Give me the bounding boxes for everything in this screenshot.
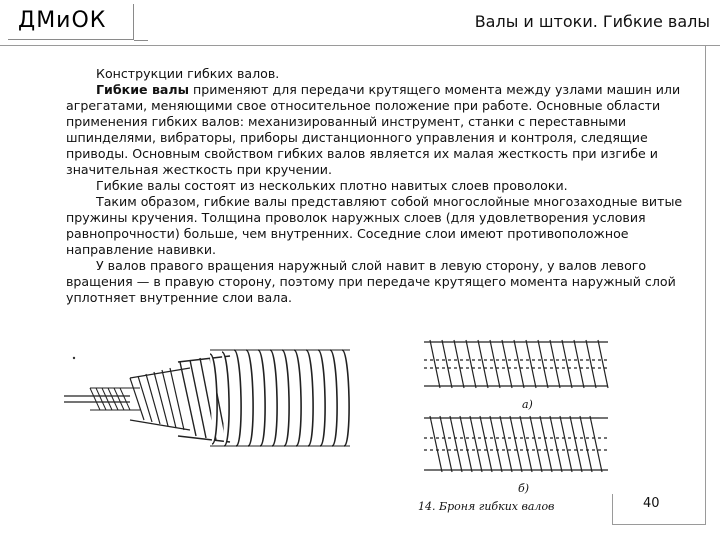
paragraph-2: Гибкие валы состоят из нескольких плотно навитых слоев проволоки. xyxy=(96,178,568,193)
top-rule xyxy=(0,45,720,46)
slide-title: Валы и штоки. Гибкие валы xyxy=(474,12,710,31)
figure-label-b: б) xyxy=(518,482,530,495)
flexible-shaft-layers-figure xyxy=(60,340,360,450)
slide-header xyxy=(0,0,720,50)
paragraph-3: Таким образом, гибкие валы представляют собой многослойные многозаходные витые пружины кручения. Толщина проволок наружных слоев (для удовлетворения условия равнопрочности) больше, чем внутренних. Соседние слои имеют противоположное направление навивки. xyxy=(66,194,683,257)
header-divider xyxy=(134,40,148,41)
figure-label-a: а) xyxy=(522,398,533,411)
term-flexible-shafts: Гибкие валы xyxy=(96,82,190,97)
paragraph-1-text: применяют для передачи крутящего момента между узлами машин или агрегатами, меняющими свое относительное положение при работе. Основные области применения гибких валов: механизированный инструмент, станки с переставными шпинделями, вибраторы, приборы дистанционного управления и контроля, следящие приводы. Основным свойством гибких валов является их малая жесткость при изгибе и значительная жесткость при кручении. xyxy=(66,82,681,177)
section-heading: Конструкции гибких валов. xyxy=(96,66,280,81)
right-rule xyxy=(705,45,706,525)
body-text xyxy=(66,66,696,306)
shaft-armor-figure xyxy=(418,330,614,520)
paragraph-4: У валов правого вращения наружный слой навит в левую сторону, у валов левого вращения — в правую сторону, поэтому при передаче крутящего момента наружный слой уплотняет внутренние слои вала. xyxy=(66,258,676,305)
bottom-rule xyxy=(612,524,706,525)
paragraph-1 xyxy=(66,82,696,178)
course-logo: ДМиОК xyxy=(8,4,134,40)
page-number: 40 xyxy=(643,496,660,511)
figure-caption: 14. Броня гибких валов xyxy=(418,500,555,513)
